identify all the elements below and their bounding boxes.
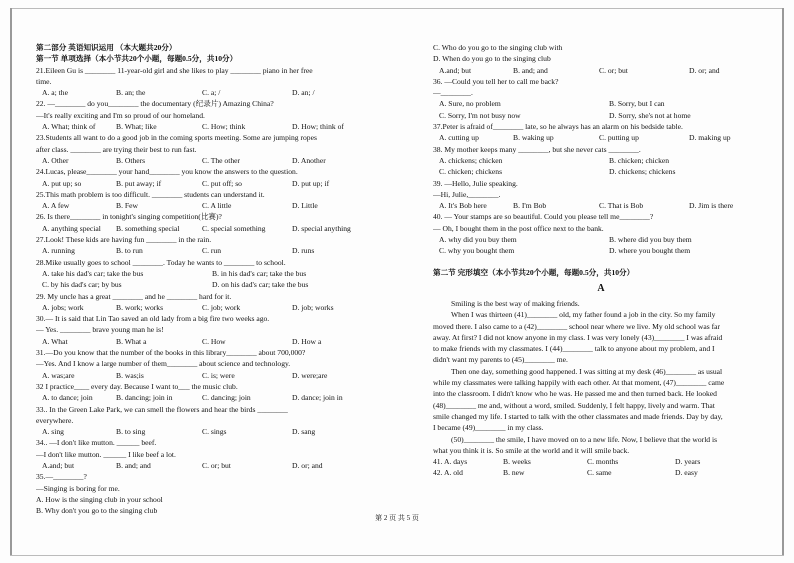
option-c: C. or; but <box>599 65 628 75</box>
option-b: B. dancing; join in <box>116 393 173 403</box>
option-a: A. Other <box>42 155 69 165</box>
answer-options <box>36 370 370 381</box>
option-a: A. A few <box>42 201 70 211</box>
cloze-option-row <box>433 467 769 478</box>
page-number: 第 2 页 共 5 页 <box>375 514 419 522</box>
cloze-option-row <box>433 456 769 467</box>
option-a: 41. A. days <box>433 457 468 467</box>
option-c: C. How <box>202 336 226 346</box>
answer-options <box>36 223 370 234</box>
option-a: A. anything special <box>42 223 101 233</box>
option-a: C. chicken; chickens <box>439 167 503 177</box>
option-d: D. were;are <box>292 370 328 380</box>
option-b: B. where did you buy them <box>609 235 692 245</box>
answer-options <box>36 426 370 437</box>
option-c: C. is; were <box>202 370 235 380</box>
answer-options <box>36 336 370 347</box>
option-c: C. a; / <box>202 88 221 98</box>
passage-line: moved there. I also came to a (42)________ school near where we live. My old school was far <box>433 321 720 331</box>
option-d: D. or; and <box>689 65 720 75</box>
question-line: 36. —Could you tell her to call me back? <box>433 76 559 86</box>
option-b: B. to run <box>116 246 143 256</box>
question-line: —I don't like mutton. ______ I like beef a lot. <box>36 449 176 459</box>
question-line: 26. Is there________ in tonight's singing competition(比赛)? <box>36 212 222 222</box>
cloze-options <box>433 456 769 479</box>
option-a: A. What; think of <box>42 122 96 132</box>
option-a: A.and; but <box>42 460 75 470</box>
option-d: D. How a <box>292 336 322 346</box>
option-b: B. and; and <box>116 460 151 470</box>
question-line: — Oh, I bought them in the post office next to the bank. <box>433 223 604 233</box>
question-line: 27.Look! These kids are having fun ________ in the rain. <box>36 235 212 245</box>
question-line: —Singing is boring for me. <box>36 483 120 493</box>
option-c: C. put off; so <box>202 178 242 188</box>
option-d: D. job; works <box>292 302 334 312</box>
option-d: D. Jim is there <box>689 201 734 211</box>
scan-border-bottom <box>10 555 784 556</box>
answer-options <box>433 234 769 245</box>
option-d: D. sang <box>292 427 316 437</box>
option-d: D. years <box>675 457 701 467</box>
question-line: 22. —________ do you________ the documentary (纪录片) Amazing China? <box>36 99 274 109</box>
option-a: A. What <box>42 336 68 346</box>
option-a: C. why you bought them <box>439 246 515 256</box>
passage-line: I became (49)________ in my class. <box>433 423 544 433</box>
option-a: A. why did you buy them <box>439 235 517 245</box>
option-d: D. put up; if <box>292 178 330 188</box>
scan-border-left <box>10 8 12 555</box>
answer-options <box>433 245 769 256</box>
option-d: D. an; / <box>292 88 315 98</box>
answer-options <box>36 279 370 290</box>
right-column <box>433 42 769 479</box>
question-line: 23.Students all want to do a good job in the coming sports meeting. Some are jumping ropes <box>36 133 317 143</box>
option-b: D. Sorry, she's not at home <box>609 110 691 120</box>
option-a: 42. A. old <box>433 468 463 478</box>
question-line: 38. My mother keeps many ________, but she never cats ________. <box>433 144 641 154</box>
question-line: D. When do you go to the singing club <box>433 54 551 64</box>
answer-options <box>36 178 370 189</box>
option-d: D. making up <box>689 133 731 143</box>
answer-options <box>36 155 370 166</box>
option-c: C. putting up <box>599 133 639 143</box>
option-b: B. What; like <box>116 122 157 132</box>
option-b: B. Sorry, but I can <box>609 99 665 109</box>
option-b: B. new <box>503 468 525 478</box>
left-column <box>36 42 370 516</box>
option-a: A. running <box>42 246 75 256</box>
question-line: —________. <box>433 88 473 98</box>
option-d: D. special anything <box>292 223 351 233</box>
option-c: C. job; work <box>202 302 241 312</box>
option-b: B. Few <box>116 201 138 211</box>
question-line: 33.. In the Green Lake Park, we can smell the flowers and hear the birds ________ <box>36 404 288 414</box>
passage-line: into the classroom. I didn't know who he was. He passed me and then turned back. He looked <box>433 389 717 399</box>
question-line: C. Who do you go to the singing club with <box>433 43 563 52</box>
option-b: B. I'm Bob <box>513 201 547 211</box>
option-b: D. chickens; chickens <box>609 167 676 177</box>
passage-line: while my classmates were talking happily with each other. At that moment, (47)________ came <box>433 378 725 388</box>
answer-options <box>433 132 769 143</box>
option-c: C. That is Bob <box>599 201 644 211</box>
passage-label: A <box>597 282 605 294</box>
option-c: C. same <box>587 468 612 478</box>
option-d: D. runs <box>292 246 315 256</box>
option-c: C. or; but <box>202 460 231 470</box>
answer-options <box>36 392 370 403</box>
option-b: B. waking up <box>513 133 554 143</box>
option-b: B. chicken; chicken <box>609 155 670 165</box>
passage-line: smile changed my life. I started to talk with the other classmates and made friends. Day by day, <box>433 411 723 421</box>
option-a: A. put up; so <box>42 178 82 188</box>
option-a: A.and; but <box>439 65 472 75</box>
option-d: D. or; and <box>292 460 323 470</box>
answer-options <box>433 155 769 166</box>
answer-options <box>36 121 370 132</box>
option-b: D. on his dad's car; take the bus <box>212 280 309 290</box>
option-a: A. to dance; join <box>42 393 93 403</box>
part-heading: 第二部分 英语知识运用 （本大题共20分） <box>36 43 177 52</box>
option-b: B. work; works <box>116 302 164 312</box>
option-b: B. an; the <box>116 88 146 98</box>
option-b: B. was;is <box>116 370 144 380</box>
answer-options <box>433 65 769 76</box>
option-a: A. chickens; chicken <box>439 155 503 165</box>
passage-line: (48)________ me and, without a word, smiled. Suddenly, I felt happy, lively and warm. That <box>433 400 715 410</box>
option-b: B. put away; if <box>116 178 162 188</box>
option-d: D. Little <box>292 201 318 211</box>
option-b: B. weeks <box>503 457 531 467</box>
question-line: —Hi, Julie,________. <box>433 189 501 199</box>
option-a: C. by his dad's car; by bus <box>42 280 122 290</box>
passage-line: Then one day, something good happened. I was sitting at my desk (46)________ as usual <box>451 366 723 376</box>
option-b: B. something special <box>116 223 180 233</box>
question-line: 21.Eileen Gu is ________ 11-year-old girl and she likes to play ________ piano in her free <box>36 65 313 75</box>
question-line: 28.Mike usually goes to school ________. Today he wants to ________ to school. <box>36 257 286 267</box>
option-c: C. months <box>587 457 619 467</box>
question-line: 29. My uncle has a great ________ and he ________ hard for it. <box>36 291 232 301</box>
question-line: 34.. —I don't like mutton. ______ beef. <box>36 438 157 448</box>
scan-border-right <box>782 8 784 555</box>
option-c: C. run <box>202 246 221 256</box>
option-a: C. Sorry, I'm not busy now <box>439 110 521 120</box>
question-line: everywhere. <box>36 415 74 425</box>
option-c: C. The other <box>202 155 241 165</box>
answer-options <box>433 200 769 211</box>
left-questions <box>36 65 370 517</box>
option-d: D. How; think of <box>292 122 344 132</box>
answer-options <box>433 166 769 177</box>
question-line: — Yes. ________ brave young man he is! <box>36 325 164 335</box>
answer-options <box>36 302 370 313</box>
option-b: B. to sing <box>116 427 146 437</box>
answer-options <box>36 268 370 279</box>
passage-line: Smiling is the best way of making friends. <box>451 298 580 308</box>
option-a: A. It's Bob here <box>439 201 487 211</box>
option-b: D. where you bought them <box>609 246 691 256</box>
passage-line: away. At first? I did not know anyone in my class. I was very lonely (43)________ I was afraid <box>433 332 723 342</box>
answer-options <box>433 110 769 121</box>
answer-options <box>36 460 370 471</box>
option-a: A. take his dad's car; take the bus <box>42 268 144 278</box>
option-c: C. sings <box>202 427 227 437</box>
question-line: 24.Lucas, please________ your hand________ you know the answers to the question. <box>36 167 298 177</box>
answer-options <box>36 200 370 211</box>
question-line: B. Why don't you go to the singing club <box>36 506 158 516</box>
question-line: after class. ________ are trying their best to run fast. <box>36 144 197 154</box>
option-d: D. Another <box>292 155 326 165</box>
option-a: A. cutting up <box>439 133 479 143</box>
option-b: B. What a <box>116 336 147 346</box>
scan-border-top <box>10 8 784 9</box>
passage-line: When I was thirteen (41)________ old, my father found a job in the city. So my family <box>451 310 716 320</box>
passage-line: didn't want my parents to (45)________ me. <box>433 355 568 365</box>
option-c: C. special something <box>202 223 266 233</box>
answer-options <box>36 87 370 98</box>
question-line: 31.—Do you know that the number of the books in this library________ about 700,000? <box>36 348 306 358</box>
option-b: B. in his dad's car; take the bus <box>212 268 307 278</box>
right-questions <box>433 42 769 257</box>
question-line: A. How is the singing club in your school <box>36 494 163 504</box>
section1-title: 第一节 单项选择（本小节共20个小题，每题0.5分，共10分） <box>36 54 238 64</box>
option-a: A. a; the <box>42 88 68 98</box>
option-c: C. dancing; join <box>202 393 251 403</box>
question-line: 40. — Your stamps are so beautiful. Could you please tell me________? <box>433 212 654 222</box>
cloze-passage <box>433 298 769 456</box>
option-d: D. easy <box>675 468 698 478</box>
option-a: A. was;are <box>42 370 75 380</box>
option-a: A. Sure, no problem <box>439 99 501 109</box>
answer-options <box>433 98 769 109</box>
option-c: C. A little <box>202 201 232 211</box>
passage-line: what you think it is. So smile at the world and it will smile back. <box>433 445 630 455</box>
passage-line: (50)________ the smile, I have moved on to a new life. Now, I believe that the world is <box>451 434 718 444</box>
option-a: A. sing <box>42 427 64 437</box>
option-b: B. Others <box>116 155 146 165</box>
question-line: 35.—________? <box>36 472 87 482</box>
question-line: 32 I practice____ every day. Because I want to___ the music club. <box>36 381 238 391</box>
question-line: —Yes. And I know a large number of them________ about science and technology. <box>36 359 291 369</box>
answer-options <box>36 245 370 256</box>
option-d: D. dance; join in <box>292 393 343 403</box>
option-a: A. jobs; work <box>42 302 84 312</box>
question-line: —It's really exciting and I'm so proud of our homeland. <box>36 110 205 120</box>
question-line: 30.— It is said that Lin Tao saved an old lady from a big fire two weeks ago. <box>36 314 270 324</box>
section2-title: 第二节 完形填空（本小节共20个小题，每题0.5分，共10分） <box>433 267 635 277</box>
question-line: 25.This math problem is too difficult. ________ students can understand it. <box>36 189 265 199</box>
question-line: 37.Peter is afraid of________ late, so he always has an alarm on his bedside table. <box>433 122 683 132</box>
option-c: C. How; think <box>202 122 246 132</box>
question-line: 39. —Hello, Julie speaking. <box>433 178 518 188</box>
question-line: time. <box>36 76 52 86</box>
passage-line: to make friends with my classmates. I (44)________ talk to anyone about my problem, and I <box>433 344 715 354</box>
option-b: B. and; and <box>513 65 548 75</box>
